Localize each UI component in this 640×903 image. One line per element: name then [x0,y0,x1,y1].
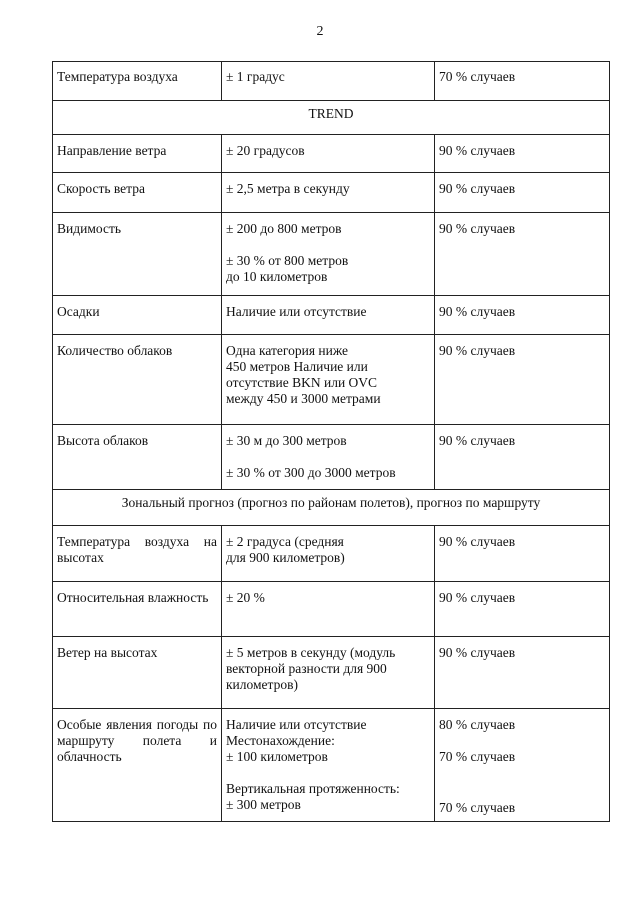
probability-cell: 70 % случаев [435,62,610,101]
accuracy-cell: ± 2,5 метра в секунду [222,173,435,213]
probability-line: 70 % случаев [439,800,516,815]
probability-line: 80 % случаев [439,717,516,732]
accuracy-cell [222,637,435,709]
table-row [53,135,610,173]
accuracy-line: между 450 и 3000 метрами [226,391,381,406]
param-cell: Температура воздуха [53,62,222,101]
accuracy-line: отсутствие BKN или OVC [226,375,378,390]
accuracy-cell [222,213,435,296]
accuracy-line: ± 30 % от 800 метров [226,253,349,268]
accuracy-line: Наличие или отсутствие [226,717,367,732]
table-row [53,582,610,637]
accuracy-cell [222,335,435,425]
probability-cell: 90 % случаев [435,135,610,173]
table-row [53,62,610,101]
param-cell: Ветер на высотах [53,637,222,709]
param-cell: Осадки [53,296,222,335]
table-row [53,637,610,709]
accuracy-cell: Наличие или отсутствие [222,296,435,335]
table-row [53,335,610,425]
accuracy-line: векторной разности для 900 [226,661,387,676]
table-row [53,296,610,335]
section-header: TREND [53,101,610,135]
section-header: Зональный прогноз (прогноз по районам полетов), прогноз по маршруту [53,490,610,526]
accuracy-line: ± 200 до 800 метров [226,221,342,236]
accuracy-line: ± 30 м до 300 метров [226,433,347,448]
table-row [53,526,610,582]
probability-cell: 90 % случаев [435,425,610,490]
param-cell: Особые явления погоды по маршруту полета и облачность [53,709,222,822]
accuracy-cell: ± 1 градус [222,62,435,101]
probability-cell: 90 % случаев [435,335,610,425]
param-cell: Температура воздуха на высотах [53,526,222,582]
accuracy-line: ± 300 метров [226,797,301,812]
accuracy-cell [222,709,435,822]
accuracy-table [52,61,610,822]
probability-line: 70 % случаев [439,749,516,764]
accuracy-line: Вертикальная протяженность: [226,781,400,796]
accuracy-line: до 10 километров [226,269,328,284]
accuracy-cell: ± 20 % [222,582,435,637]
param-cell: Относительная влажность [53,582,222,637]
table-row [53,709,610,822]
accuracy-line: Местонахождение: [226,733,335,748]
param-cell: Высота облаков [53,425,222,490]
probability-cell: 90 % случаев [435,582,610,637]
accuracy-line: ± 100 километров [226,749,328,764]
accuracy-cell [222,526,435,582]
probability-cell: 90 % случаев [435,213,610,296]
section-row [53,101,610,135]
table-row [53,213,610,296]
accuracy-cell: ± 20 градусов [222,135,435,173]
param-cell: Количество облаков [53,335,222,425]
probability-cell [435,709,610,822]
accuracy-line: Одна категория ниже [226,343,349,358]
accuracy-cell [222,425,435,490]
probability-cell: 90 % случаев [435,173,610,213]
section-row [53,490,610,526]
accuracy-line: километров) [226,677,298,692]
param-cell: Направление ветра [53,135,222,173]
accuracy-line: 450 метров Наличие или [226,359,368,374]
probability-cell: 90 % случаев [435,637,610,709]
table-row [53,425,610,490]
accuracy-line: ± 5 метров в секунду (модуль [226,645,396,660]
accuracy-line: для 900 километров) [226,550,345,565]
accuracy-line: ± 30 % от 300 до 3000 метров [226,465,396,480]
param-cell: Видимость [53,213,222,296]
table-row [53,173,610,213]
param-cell: Скорость ветра [53,173,222,213]
page-number: 2 [316,24,324,39]
probability-cell: 90 % случаев [435,296,610,335]
accuracy-line: ± 2 градуса (средняя [226,534,344,549]
probability-cell: 90 % случаев [435,526,610,582]
